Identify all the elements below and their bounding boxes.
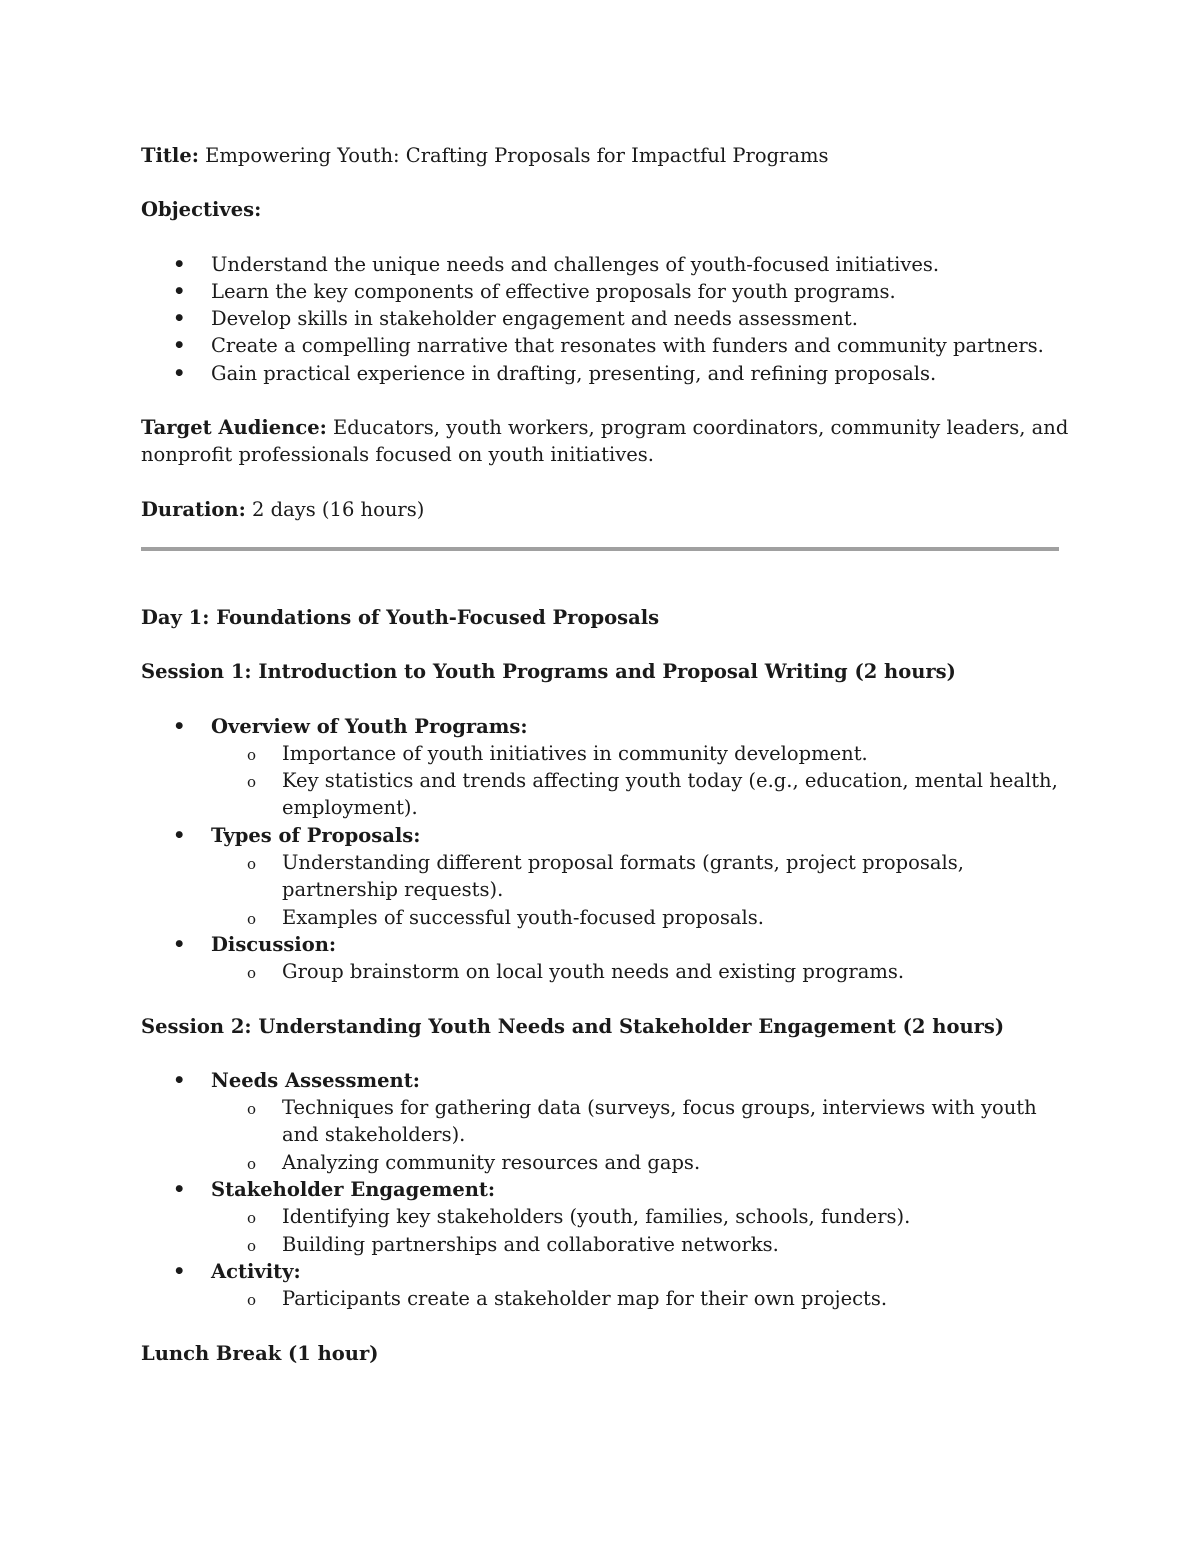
sub-bullet-icon: o xyxy=(247,1154,257,1173)
bullet-icon: • xyxy=(173,1259,186,1283)
day-heading-text: Day 1: Foundations of Youth-Focused Proposals xyxy=(141,606,660,629)
session-1-heading xyxy=(141,658,1061,685)
sub-item-text: Key statistics and trends affecting youth today (e.g., education, mental health, employment). xyxy=(282,769,1058,820)
sub-item-text: Importance of youth initiatives in community development. xyxy=(282,741,868,765)
bullet-icon: • xyxy=(173,823,186,847)
session-item xyxy=(141,1067,1061,1176)
sub-item xyxy=(141,1231,1061,1258)
sub-item-text: Participants create a stakeholder map for their own projects. xyxy=(282,1287,888,1311)
bullet-icon: • xyxy=(173,252,186,276)
session-item-label: Needs Assessment: xyxy=(211,1068,420,1092)
duration-text: 2 days (16 hours) xyxy=(245,497,425,521)
sub-item xyxy=(141,740,1061,767)
duration-line xyxy=(141,496,1061,523)
objective-item xyxy=(141,278,1061,305)
horizontal-divider xyxy=(141,547,1059,551)
sub-bullet-icon: o xyxy=(247,1100,257,1119)
objective-item xyxy=(141,305,1061,332)
objectives-heading xyxy=(141,196,1061,223)
document-header xyxy=(141,142,1069,523)
bullet-icon: • xyxy=(173,714,186,738)
lunch-break-text: Lunch Break (1 hour) xyxy=(141,1341,379,1365)
sub-item xyxy=(141,1203,1061,1230)
session-item-label: Types of Proposals: xyxy=(211,823,421,847)
day-1-section xyxy=(141,604,1061,1367)
bullet-icon: • xyxy=(173,361,186,385)
bullet-icon: • xyxy=(173,1178,186,1202)
sub-bullet-icon: o xyxy=(247,1291,257,1310)
bullet-icon: • xyxy=(173,334,186,358)
objective-text: Create a compelling narrative that resonates with funders and community partners. xyxy=(211,334,1044,358)
session-item-label: Discussion: xyxy=(211,932,337,956)
day-heading xyxy=(141,604,1061,631)
objective-text: Learn the key components of effective proposals for youth programs. xyxy=(211,279,896,303)
session-item xyxy=(141,713,1061,822)
duration-label: Duration: xyxy=(141,497,246,521)
title-label: Title: xyxy=(141,144,199,167)
sub-item xyxy=(141,1094,1061,1149)
session-1-list xyxy=(141,713,1061,986)
session-item xyxy=(141,822,1061,931)
objective-text: Gain practical experience in drafting, presenting, and refining proposals. xyxy=(211,361,937,385)
objectives-label: Objectives: xyxy=(141,198,262,222)
session-item xyxy=(141,931,1061,986)
sub-bullet-icon: o xyxy=(247,745,257,764)
title-text: Empowering Youth: Crafting Proposals for Impactful Programs xyxy=(198,144,829,167)
sub-item-text: Techniques for gathering data (surveys, focus groups, interviews with youth and stakeholders). xyxy=(282,1096,1037,1147)
audience-label: Target Audience: xyxy=(141,416,327,440)
objective-item xyxy=(141,332,1061,359)
objective-text: Understand the unique needs and challenges of youth-focused initiatives. xyxy=(211,252,940,276)
sub-bullet-icon: o xyxy=(247,1209,257,1228)
sub-item xyxy=(141,767,1061,822)
session-item-label: Stakeholder Engagement: xyxy=(211,1178,496,1202)
objective-item xyxy=(141,360,1061,387)
sub-bullet-icon: o xyxy=(247,1236,257,1255)
audience-text: Educators, youth workers, program coordinators, community leaders, and xyxy=(326,416,1069,440)
sub-item xyxy=(141,1285,1061,1312)
sub-item-text: Group brainstorm on local youth needs and existing programs. xyxy=(282,960,905,984)
bullet-icon: • xyxy=(173,1068,186,1092)
sub-bullet-icon: o xyxy=(247,773,257,792)
sub-bullet-icon: o xyxy=(247,964,257,983)
objective-text: Develop skills in stakeholder engagement and needs assessment. xyxy=(211,307,858,331)
session-item xyxy=(141,1258,1061,1313)
sub-item xyxy=(141,849,1061,904)
sub-item-text: Identifying key stakeholders (youth, families, schools, funders). xyxy=(282,1205,911,1229)
sub-item-text: Building partnerships and collaborative networks. xyxy=(282,1232,779,1256)
bullet-icon: • xyxy=(173,932,186,956)
session-2-list xyxy=(141,1067,1061,1313)
sub-item xyxy=(141,958,1061,985)
sub-item xyxy=(141,1149,1061,1176)
bullet-icon: • xyxy=(173,279,186,303)
title-line xyxy=(141,142,1061,169)
session-item xyxy=(141,1176,1061,1258)
audience-line-2 xyxy=(141,441,1061,468)
audience-line xyxy=(141,414,1069,441)
sub-item-text: Examples of successful youth-focused proposals. xyxy=(282,905,764,929)
audience-text-continued: nonprofit professionals focused on youth initiatives. xyxy=(141,443,654,467)
objective-item xyxy=(141,251,1061,278)
lunch-break xyxy=(141,1340,1061,1367)
bullet-icon: • xyxy=(173,307,186,331)
session-1-heading-text: Session 1: Introduction to Youth Programs and Proposal Writing (2 hours) xyxy=(141,660,956,684)
objectives-list xyxy=(141,251,1061,387)
sub-item-text: Analyzing community resources and gaps. xyxy=(282,1150,701,1174)
session-item-label: Activity: xyxy=(211,1259,301,1283)
sub-item-text: Understanding different proposal formats (grants, project proposals, partnership requests). xyxy=(282,851,964,902)
session-2-heading-text: Session 2: Understanding Youth Needs and Stakeholder Engagement (2 hours) xyxy=(141,1014,1005,1038)
sub-bullet-icon: o xyxy=(247,909,257,928)
sub-bullet-icon: o xyxy=(247,855,257,874)
session-2-heading xyxy=(141,1013,1061,1040)
sub-item xyxy=(141,904,1061,931)
session-item-label: Overview of Youth Programs: xyxy=(211,714,528,738)
